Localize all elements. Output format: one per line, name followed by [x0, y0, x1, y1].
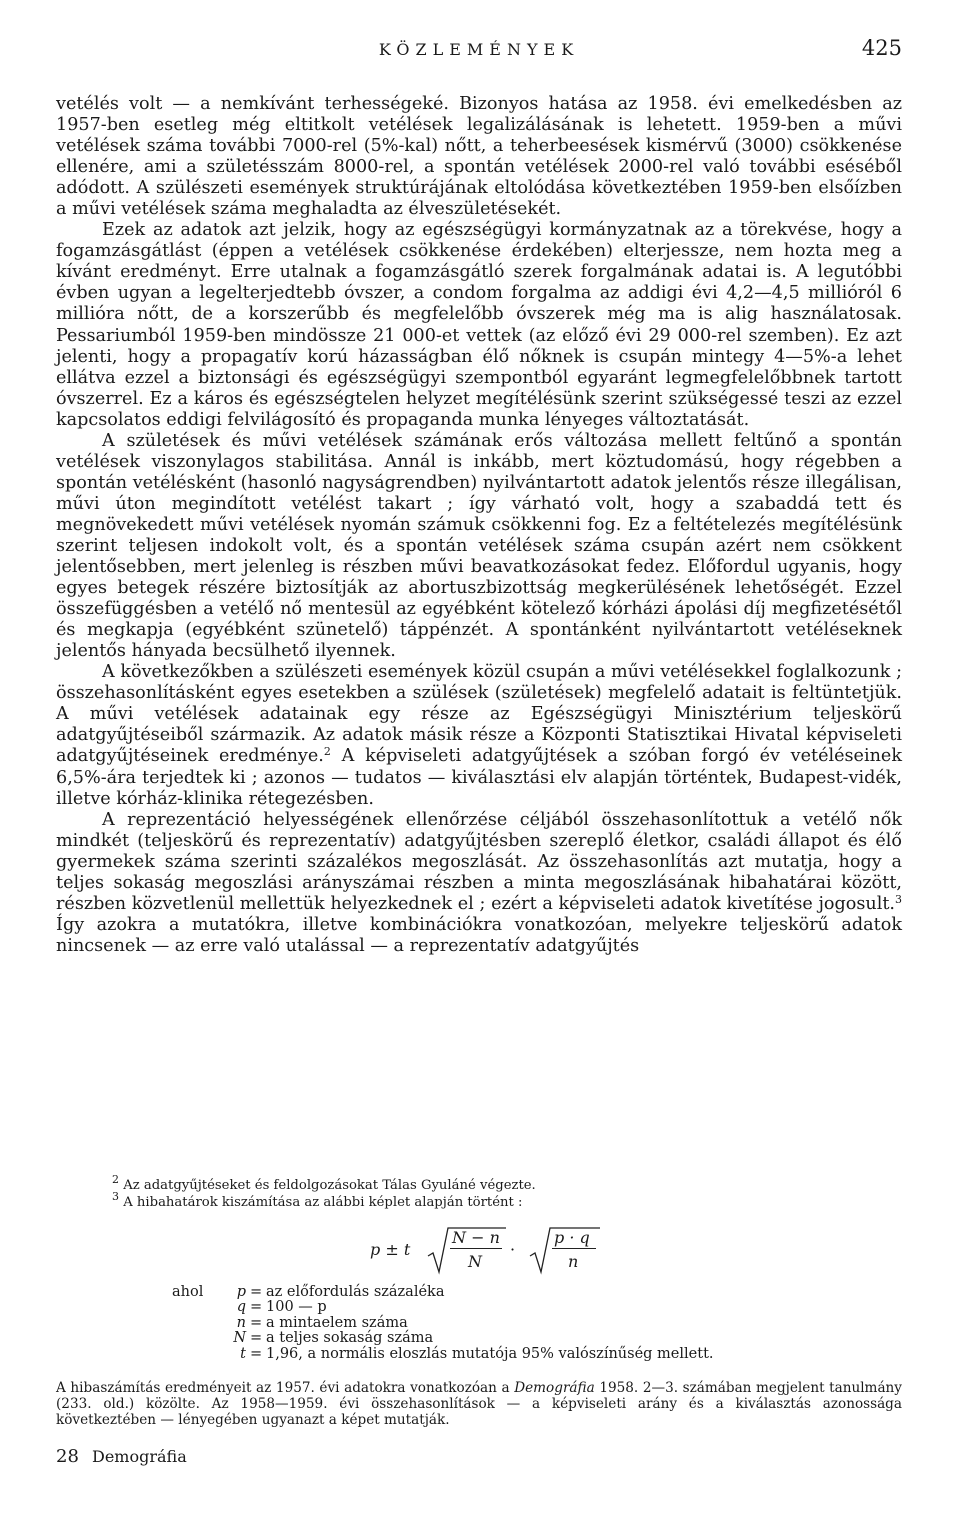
formula-definitions: [172, 1285, 872, 1362]
paragraph-text: A következőkben a szülészeti események közül csupán a művi vetélésekkel foglalkozunk ; összehasonlításként egyes esetekben a szülések (születések) megfelelő adatait is feltüntetjük. A művi vetélések adatainak egy része az Egészségügyi Minisztérium teljeskörű adatgyűjtéseiből származik. Az adatok másik része a Központi Statisztikai Hivatal képviseleti adatgyűjtéseinek eredménye.: [56, 662, 902, 767]
definition-text: a mintaelem száma: [266, 1314, 408, 1331]
footnote: [112, 1189, 902, 1212]
footnote-text: Az adatgyűjtéseket és feldolgozásokat Tálas Gyuláné végezte.: [123, 1178, 536, 1193]
journal-title: Demográfia: [514, 1380, 595, 1396]
footnote-marker: 3: [112, 1189, 119, 1203]
fraction-numerator: N − n: [452, 1228, 500, 1247]
footnote-continuation: [56, 1380, 902, 1429]
footnote-marker: 2: [112, 1173, 119, 1186]
page-header: [56, 36, 902, 66]
footnote-text: A hibahatárok kiszámítása az alábbi képlet alapján történt :: [123, 1194, 523, 1210]
definition-equals: =: [250, 1314, 263, 1331]
definition-row: [172, 1331, 872, 1346]
fraction-bar: [552, 1248, 596, 1249]
paragraph: [56, 810, 902, 957]
paragraph-text: Így azokra a mutatókra, illetve kombinációkra vonatkozóan, melyekre teljeskörű adatok nincsenek — az erre való utalással — a reprezentatív adatgyűjtés: [56, 914, 902, 956]
definition-text: az előfordulás százaléka: [266, 1284, 445, 1300]
fraction-denominator: N: [468, 1252, 482, 1271]
note-text: 1958. 2—3. számában megjelent tanulmány (233. old.) közölte. Az 1958—1959. évi összehasonlítások — a képviseleti arány és a kiválasztás azonossága következtében — lényegében ugyanazt a képet mutatják.: [56, 1380, 902, 1429]
footnote-ref: 2: [323, 745, 331, 759]
paragraph: [56, 220, 902, 430]
definition-variable: q: [236, 1299, 246, 1316]
definition-variable: p: [236, 1284, 246, 1300]
definition-text: a teljes sokaság száma: [266, 1330, 434, 1347]
definition-row: [172, 1285, 872, 1300]
page-footer: [56, 1446, 187, 1467]
note-text: A hibaszámítás eredményeit az 1957. évi adatokra vonatkozóan a: [56, 1380, 515, 1396]
definition-equals: =: [250, 1345, 263, 1362]
formula-lead: p ± t: [370, 1240, 411, 1259]
footnotes: [112, 1173, 902, 1211]
footnote-ref: 3: [895, 892, 902, 906]
fraction-denominator: n: [568, 1252, 579, 1271]
definition-equals: =: [250, 1330, 263, 1347]
definition-lead: ahol: [172, 1284, 204, 1300]
footnote: [112, 1173, 902, 1195]
definition-equals: =: [250, 1299, 263, 1316]
definition-variable: t: [240, 1345, 246, 1362]
paragraph-text: A képviseleti adatgyűjtések a szóban forgó év vetéléseinek 6,5%-ára terjedtek ki ; azonos — tudatos — kiválasztási elv alapján történtek, Budapest-vidék, illetve kórház-klinika rétegezésben.: [56, 746, 903, 809]
paragraph: [56, 94, 902, 220]
definition-variable: N: [233, 1330, 246, 1347]
definition-text: 1,96, a normális eloszlás mutatója 95% valószínűség mellett.: [266, 1345, 714, 1362]
running-title: KÖZLEMÉNYEK: [378, 40, 580, 59]
body-text: [56, 94, 902, 957]
paragraph-text: vetélés volt — a nemkívánt terhességeké. Bizonyos hatása az 1958. évi emelkedésben az 1957-ben esetleg még eltitkolt vetélések legalizálásának is lehetett. 1959-ben a művi vetélések száma további 7000-rel (5%-kal) nőtt, a teherbeesések kismérvű (3000) csökkenése ellenére, ami a születésszám 8000-rel, a spontán vetélések 2000-rel való további eséséből adódott. A szülészeti események struktúrájának eltolódása következtében 1959-ben elsőízben a művi vetélések száma meghaladta az élveszületésekét.: [56, 94, 902, 220]
fraction-numerator: p · q: [554, 1228, 590, 1247]
paragraph-text: A reprezentáció helyességének ellenőrzése céljából összehasonlítottuk a vetélő nők mindkét (teljeskörű és reprezentatív) adatgyűjtésben szereplő életkor, családi állapot és élő gyermekek száma szerinti százalékos megoszlását. Az összehasonlítás azt mutatja, hogy a teljes sokaság megoszlási arányszámai részben a minta megoszlásának hibahatárai között, részben közvetlenül mellettük helyezkednek el ; ezért a képviseleti adatok kivetítése jogosult.: [56, 809, 902, 914]
definition-row: [172, 1347, 872, 1362]
definition-text: 100 — p: [266, 1299, 327, 1316]
paragraph: [56, 431, 902, 663]
definition-row: [172, 1300, 872, 1315]
signature-label: Demográfia: [92, 1447, 187, 1466]
paragraph-text: Ezek az adatok azt jelzik, hogy az egészségügyi kormányzatnak az a törekvése, hogy a fogamzásgátlást (éppen a vetélések csökkenése érdekében) elterjessze, nem hozta meg a kívánt eredményt. Erre utalnak a fogamzásgátló szerek forgalmának adatai is. A legutóbbi évben ugyan a legelterjedtebb óvszer, a condom forgalma az addigi évi 4,2—4,5 millióról 6 millióra nőtt, de a korszerűbb és megfelelőbb óvszerek még ma is alig használatosak. Pessariumból 1959-ben mindössze 21 000-et vettek (az előző évi 29 000-rel szemben). Ez azt jelenti, hogy a propagatív korú házasságban élő nőknek is csupán mintegy 4—5%-a lehet ellátva ezzel a biztonsági és egészségügyi szempontból egyaránt legmegfelelőbbnek tartott óvszerrel. Ez a káros és egészségtelen helyzet megítélésünk szerint szükségessé teszi az ezzel kapcsolatos eddigi felvilágosító és propaganda munka lényeges változtatását.: [56, 220, 902, 430]
multiply-dot: ·: [510, 1240, 516, 1259]
error-formula: [370, 1226, 630, 1278]
definition-variable: n: [236, 1314, 246, 1331]
fraction-bar: [450, 1248, 502, 1249]
definition-equals: =: [250, 1284, 263, 1300]
signature-number: 28: [56, 1446, 79, 1467]
paragraph: [56, 662, 902, 809]
paragraph-text: A születések és művi vetélések számának erős változása mellett feltűnő a spontán vetélések viszonylagos stabilitása. Annál is inkább, mert köztudomású, hogy régebben a spontán vetélésként (hasonló nagyságrendben) nyilvántartott adatok jelentős része illegálisan, művi úton megindított vetélést takart ; így várható volt, hogy a szabaddá tett és megnövekedett művi vetélések nyomán számuk csökkenni fog. Ez a feltételezés megítélésünk szerint teljesen indokolt volt, és a spontán vetélések száma csupán azért nem csökkent jelentősebben, mert jelenleg is részben művi beavatkozásokat fedez. Előfordul ugyanis, hogy egyes betegek részére biztosítják az abortuszbizottság megkerülésének lehetőségét. Ezzel összefüggésben a vetélő nő mentesül az egyébként kötelező kórházi ápolási díj megfizetésétől és megkapja (egyébként szünetelő) táppénzét. A spontánként nyilvántartott vetéléseknek jelentős hányada becsülhető ilyennek.: [56, 430, 902, 662]
definition-row: [172, 1316, 872, 1331]
page-number: 425: [861, 36, 902, 60]
